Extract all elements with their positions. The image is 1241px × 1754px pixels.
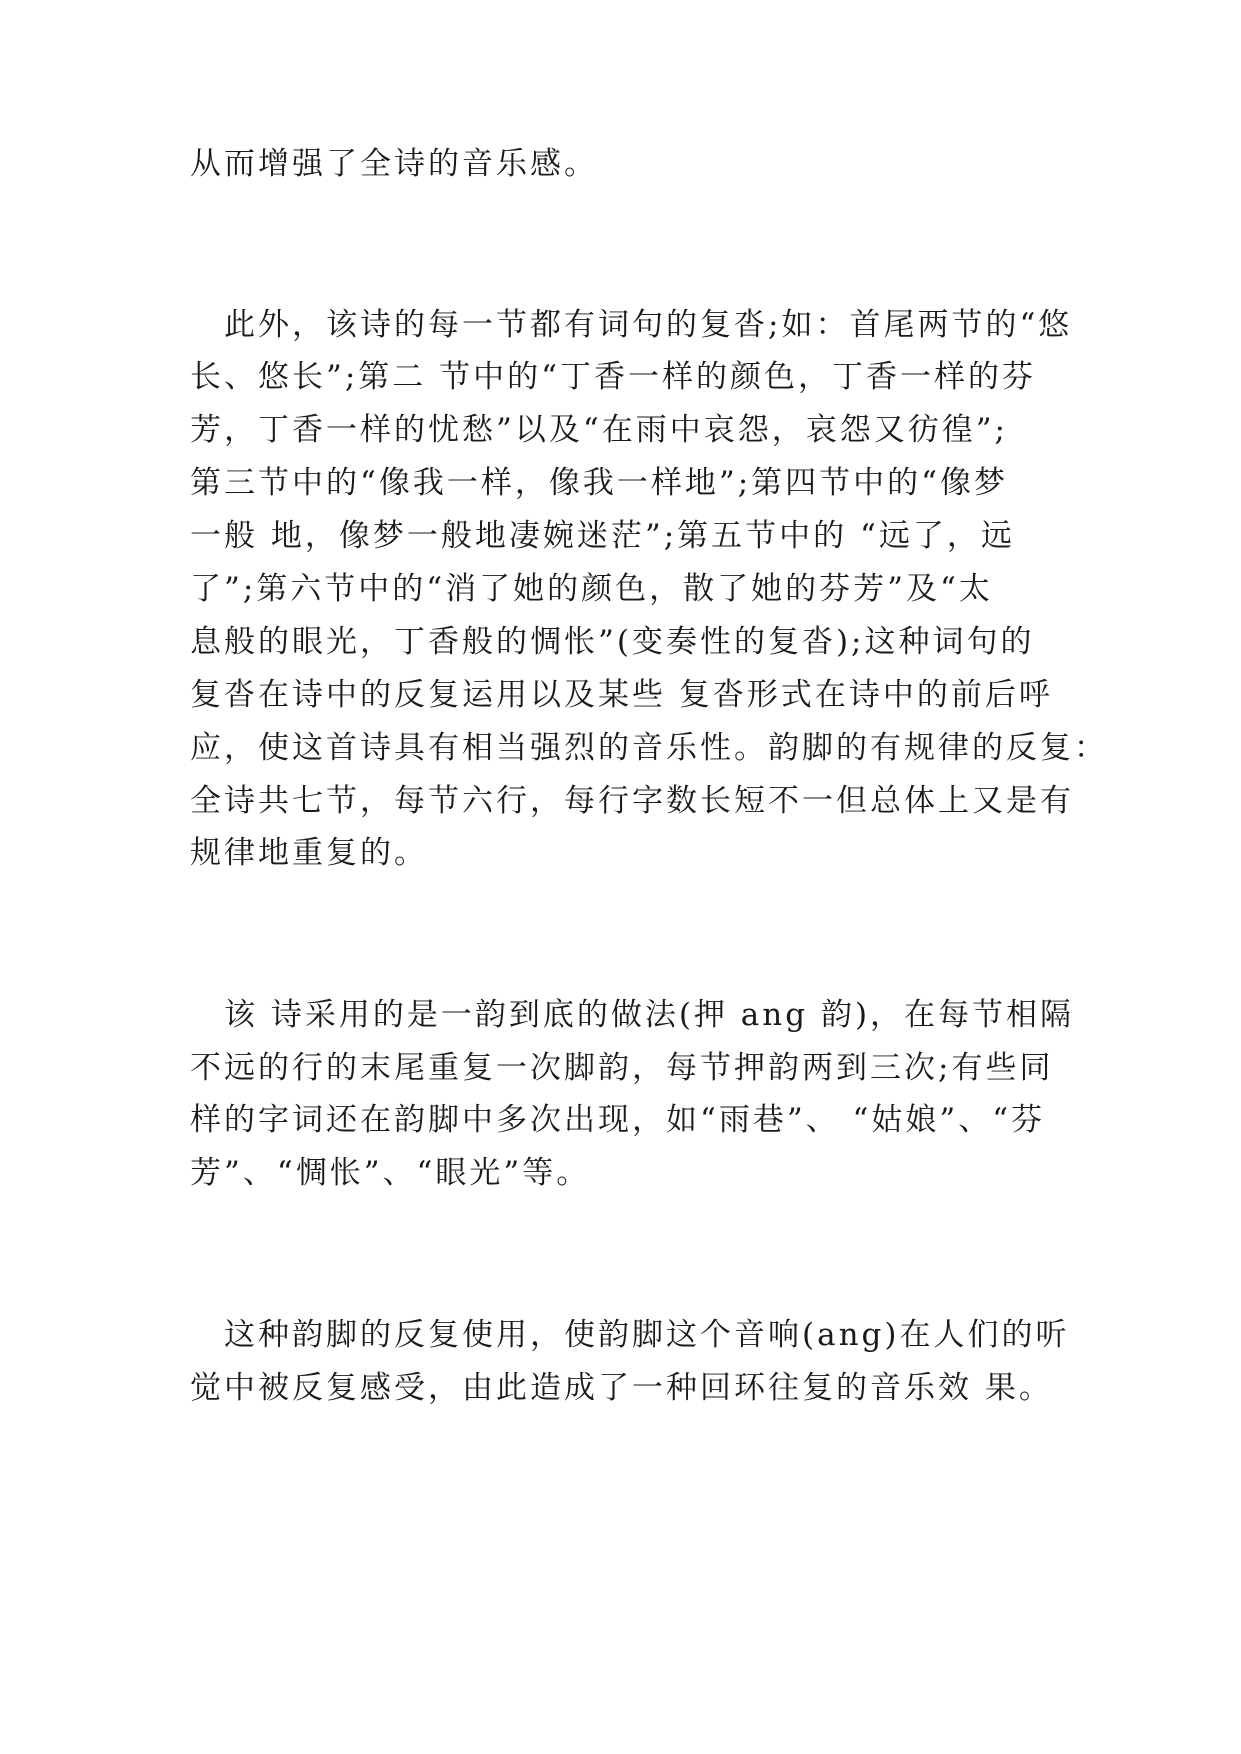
paragraph-3-line-1: 该 诗采用的是一韵到底的做法(押 ang 韵)，在每节相隔 — [190, 997, 1075, 1033]
paragraph-2-line-10: 全诗共七节，每节六行，每行字数长短不一但总体上又是有 — [190, 783, 1074, 819]
paragraph-2-line-7: 息般的眼光，丁香般的惆怅”(变奏性的复沓);这种词句的 — [190, 624, 1035, 660]
paragraph-4-line-1: 这种韵脚的反复使用，使韵脚这个音响(ang)在人们的听 — [190, 1317, 1070, 1353]
paragraph-2-line-8: 复沓在诗中的反复运用以及某些 复沓形式在诗中的前后呼 — [190, 677, 1053, 713]
paragraph-2-line-2: 长、悠长”;第二 节中的“丁香一样的颜色，丁香一样的芬 — [190, 359, 1036, 395]
paragraph-3-line-4: 芳”、“惆怅”、“眼光”等。 — [190, 1155, 591, 1191]
paragraph-2-line-9: 应，使这首诗具有相当强烈的音乐性。韵脚的有规律的反复： — [190, 730, 1108, 766]
paragraph-2-line-1: 此外，该诗的每一节都有词句的复沓;如：首尾两节的“悠 — [190, 307, 1073, 343]
paragraph-3-line-3: 样的字词还在韵脚中多次出现，如“雨巷”、 “姑娘”、“芬 — [190, 1102, 1046, 1138]
paragraph-1-line-1: 从而增强了全诗的音乐感。 — [190, 146, 598, 182]
paragraph-2-line-4: 第三节中的“像我一样，像我一样地”;第四节中的“像梦 — [190, 465, 1008, 501]
paragraph-2-line-5: 一般 地，像梦一般地凄婉迷茫”;第五节中的 “远了，远 — [190, 518, 1015, 554]
paragraph-2-line-3: 芳，丁香一样的忧愁”以及“在雨中哀怨，哀怨又彷徨”; — [190, 412, 1008, 448]
paragraph-4-line-2: 觉中被反复感受，由此造成了一种回环往复的音乐效 果。 — [190, 1370, 1053, 1406]
paragraph-2-line-6: 了”;第六节中的“消了她的颜色，散了她的芬芳”及“太 — [190, 571, 993, 607]
paragraph-3-line-2: 不远的行的末尾重复一次脚韵，每节押韵两到三次;有些同 — [190, 1050, 1054, 1086]
paragraph-2-line-11: 规律地重复的。 — [190, 835, 428, 871]
